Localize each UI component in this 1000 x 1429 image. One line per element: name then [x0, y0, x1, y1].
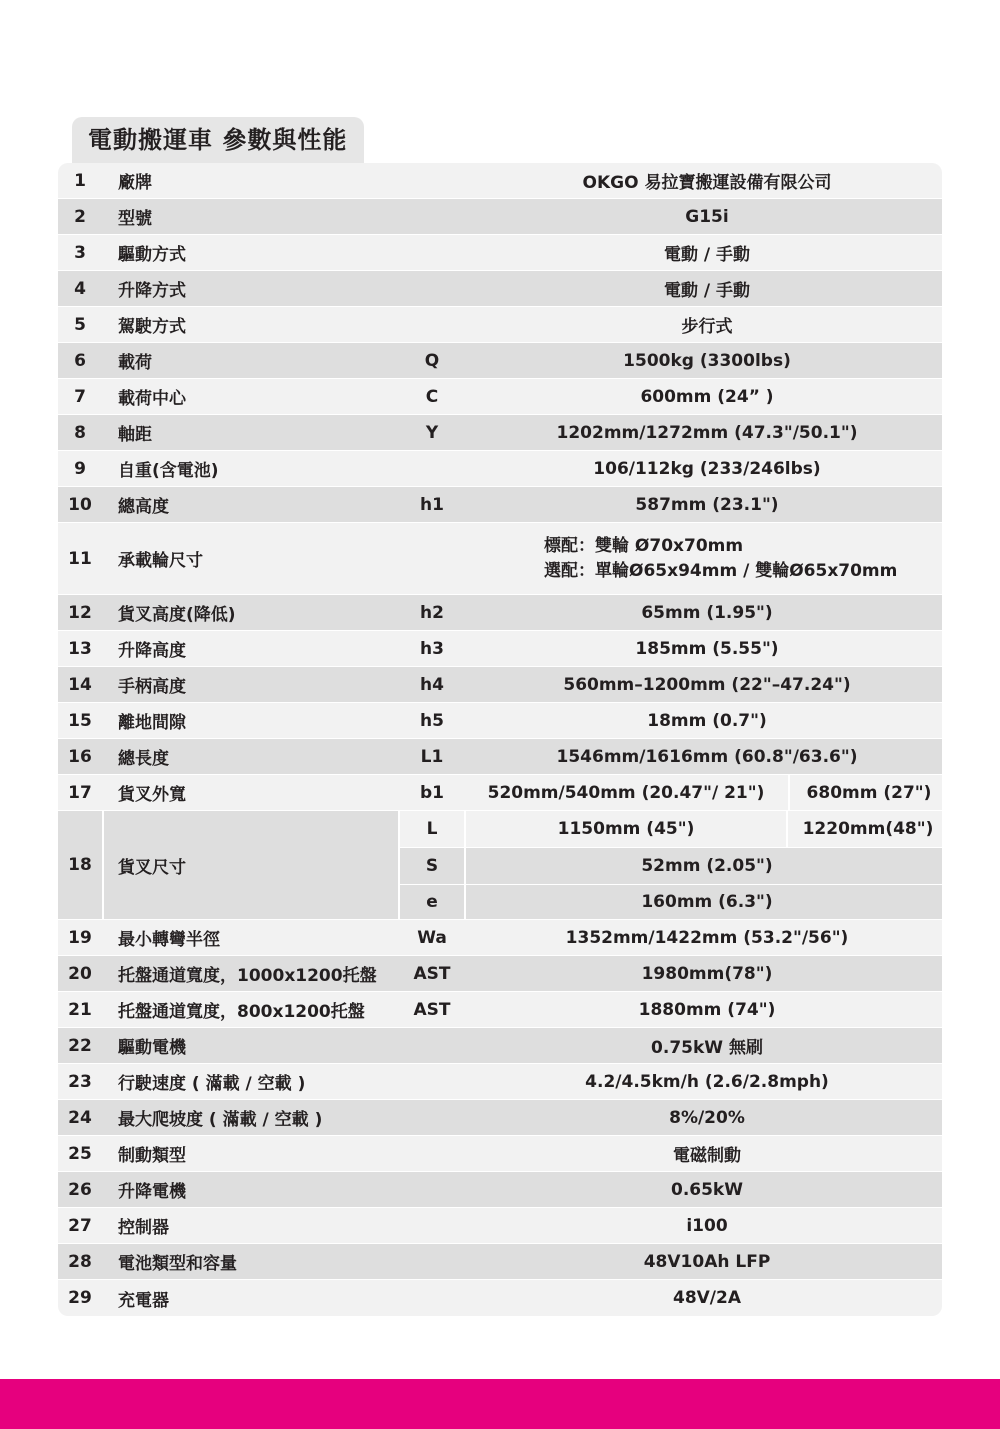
row-number: 29	[68, 1288, 92, 1308]
row-symbol	[400, 271, 464, 306]
row-number: 11	[68, 548, 92, 569]
row-value: 1546mm/1616mm (60.8"/63.6")	[556, 746, 858, 767]
row-value: 1980mm(78")	[641, 963, 773, 984]
row-symbol: L1	[420, 746, 444, 767]
row-number: 25	[68, 1143, 92, 1164]
row-symbol	[400, 1244, 464, 1279]
table-row	[58, 343, 942, 379]
spec-title: 電動搬運車 參數與性能	[72, 117, 364, 163]
table-row	[58, 1244, 942, 1280]
row-symbol: b1	[420, 782, 444, 803]
row-value: 587mm (23.1")	[635, 494, 779, 515]
row-value: 步行式	[681, 317, 733, 337]
row-symbol: C	[425, 386, 439, 407]
row-number: 20	[68, 963, 92, 984]
row-name: 升降方式	[118, 281, 186, 301]
row-value: 160mm (6.3")	[466, 885, 942, 919]
row-symbol: h5	[420, 710, 444, 731]
row-number: 5	[74, 314, 86, 335]
row-value-line: 選配：單輪Ø65x94mm / 雙輪Ø65x70mm	[544, 560, 898, 581]
row-name: 驅動電機	[118, 1038, 186, 1058]
row-symbol	[400, 1136, 464, 1171]
table-row	[58, 992, 942, 1028]
spec-table	[58, 163, 942, 1316]
row-number: 19	[68, 927, 92, 948]
row-symbol: AST	[413, 999, 451, 1020]
table-row	[58, 271, 942, 307]
row-symbol	[400, 235, 464, 270]
table-row	[58, 235, 942, 271]
row-name: 貨叉尺寸	[104, 811, 398, 919]
row-value: 8%/20%	[669, 1107, 745, 1128]
row-value: 185mm (5.55")	[635, 638, 779, 659]
row-name: 最大爬坡度 ( 滿載 / 空載 )	[118, 1110, 323, 1130]
table-row	[58, 451, 942, 487]
row-symbol	[400, 1064, 464, 1099]
row-value: 48V/2A	[672, 1288, 741, 1308]
row-number: 3	[74, 242, 86, 263]
row-name: 托盤通道寬度，1000x1200托盤	[118, 966, 377, 986]
row-symbol: h1	[420, 494, 444, 515]
row-symbol: Wa	[417, 927, 447, 948]
row-name: 升降高度	[118, 641, 186, 661]
table-row	[58, 920, 942, 956]
row-symbol: h3	[420, 638, 444, 659]
row-symbol	[400, 1028, 464, 1063]
row-number: 6	[74, 350, 86, 371]
row-symbol	[400, 307, 464, 342]
row-name: 電池類型和容量	[118, 1254, 237, 1274]
row-number: 15	[68, 710, 92, 731]
table-row	[58, 379, 942, 415]
row-value: 1202mm/1272mm (47.3"/50.1")	[556, 422, 858, 443]
table-row	[58, 163, 942, 199]
row-value: 電磁制動	[673, 1146, 741, 1166]
row-number: 26	[68, 1179, 92, 1200]
row-value: G15i	[685, 206, 729, 227]
row-symbol: AST	[413, 963, 451, 984]
row-value: 65mm (1.95")	[641, 602, 773, 623]
row-value: 48V10Ah LFP	[643, 1251, 771, 1272]
row-value: OKGO 易拉寶搬運設備有限公司	[582, 173, 832, 193]
row-symbol	[400, 523, 464, 594]
row-symbol: Y	[425, 422, 439, 443]
table-row	[58, 667, 942, 703]
row-name: 載荷	[118, 353, 152, 373]
row-number: 17	[68, 782, 92, 803]
row-number: 2	[74, 206, 86, 227]
row-name: 充電器	[118, 1290, 169, 1311]
row-name: 自重(含電池)	[118, 461, 219, 481]
row-name: 離地間隙	[118, 713, 186, 733]
row-symbol	[400, 1100, 464, 1135]
row-name: 載荷中心	[118, 389, 186, 409]
row-number: 22	[68, 1035, 92, 1056]
table-row	[58, 775, 942, 811]
row-value: 電動 / 手動	[663, 281, 751, 301]
row-name: 駕駛方式	[118, 317, 186, 337]
table-row	[58, 307, 942, 343]
table-row-group	[58, 811, 942, 920]
row-value: 520mm/540mm (20.47"/ 21")	[487, 782, 765, 803]
row-name: 制動類型	[118, 1146, 186, 1166]
table-row	[58, 487, 942, 523]
table-row	[58, 1280, 942, 1316]
row-symbol: L	[400, 811, 464, 848]
row-value	[466, 523, 942, 594]
row-value: 106/112kg (233/246lbs)	[593, 458, 821, 479]
row-number: 24	[68, 1107, 92, 1128]
table-row	[58, 1208, 942, 1244]
row-symbol: h4	[420, 674, 444, 695]
row-symbol	[400, 199, 464, 234]
row-number: 8	[74, 422, 86, 443]
table-row	[58, 1064, 942, 1100]
row-name: 貨叉外寬	[118, 785, 186, 805]
row-symbol	[400, 163, 464, 198]
row-number: 12	[68, 602, 92, 623]
row-symbol	[400, 1172, 464, 1207]
row-number: 10	[68, 494, 92, 515]
footer-accent-bar	[0, 1379, 1000, 1429]
row-value: 1352mm/1422mm (53.2"/56")	[565, 927, 849, 948]
table-row	[58, 631, 942, 667]
table-row	[58, 1028, 942, 1064]
row-number: 21	[68, 999, 92, 1020]
table-row	[58, 595, 942, 631]
row-name: 貨叉高度(降低)	[118, 605, 236, 625]
row-name: 驅動方式	[118, 245, 186, 265]
row-number: 16	[68, 746, 92, 767]
row-value-alt: 1220mm(48")	[788, 811, 942, 848]
row-name: 手柄高度	[118, 677, 186, 697]
table-row	[58, 1172, 942, 1208]
row-number: 9	[74, 458, 86, 479]
row-value: i100	[686, 1215, 728, 1236]
row-name: 總高度	[118, 497, 169, 517]
table-row	[58, 1136, 942, 1172]
row-symbol: h2	[420, 602, 444, 623]
row-symbol	[400, 451, 464, 486]
row-number: 7	[74, 386, 86, 407]
table-row	[58, 199, 942, 235]
row-symbol	[400, 1280, 464, 1316]
row-number: 1	[74, 170, 86, 191]
row-number: 14	[68, 674, 92, 695]
table-row	[58, 739, 942, 775]
row-symbol: Q	[424, 350, 440, 371]
row-value: 1880mm (74")	[638, 999, 776, 1020]
row-name: 控制器	[118, 1218, 169, 1238]
row-value: 1500kg (3300lbs)	[623, 350, 791, 371]
row-number: 27	[68, 1215, 92, 1236]
row-symbol: e	[400, 885, 464, 919]
row-number: 13	[68, 638, 92, 659]
row-name: 行駛速度 ( 滿載 / 空載 )	[118, 1074, 306, 1094]
row-value: 18mm (0.7")	[647, 710, 767, 731]
table-row	[58, 703, 942, 739]
row-value-alt: 680mm (27")	[788, 775, 942, 810]
row-name: 型號	[118, 209, 152, 229]
table-row	[58, 415, 942, 451]
row-value: 0.65kW	[670, 1179, 743, 1200]
row-value: 0.75kW 無刷	[651, 1038, 763, 1058]
row-number: 18	[58, 811, 102, 919]
row-name: 托盤通道寬度，800x1200托盤	[118, 1002, 365, 1022]
row-symbol: S	[400, 848, 464, 885]
row-name: 最小轉彎半徑	[118, 930, 220, 950]
row-number: 23	[68, 1071, 92, 1092]
row-name: 總長度	[118, 749, 169, 769]
row-value: 4.2/4.5km/h (2.6/2.8mph)	[585, 1071, 829, 1092]
row-number: 4	[74, 278, 86, 299]
row-value: 600mm (24” )	[640, 386, 774, 407]
table-row	[58, 523, 942, 595]
row-name: 廠牌	[118, 173, 152, 193]
row-name: 軸距	[118, 425, 152, 445]
row-value: 電動 / 手動	[663, 245, 751, 265]
row-value: 560mm–1200mm (22"–47.24")	[563, 674, 851, 695]
row-value: 52mm (2.05")	[466, 848, 942, 885]
table-row	[58, 1100, 942, 1136]
row-name: 升降電機	[118, 1182, 186, 1202]
row-value-line: 標配：雙輪 Ø70x70mm	[544, 535, 744, 556]
table-row	[58, 956, 942, 992]
row-value: 1150mm (45")	[466, 811, 786, 848]
row-name: 承載輪尺寸	[118, 551, 203, 571]
row-symbol	[400, 1208, 464, 1243]
row-number: 28	[68, 1251, 92, 1272]
